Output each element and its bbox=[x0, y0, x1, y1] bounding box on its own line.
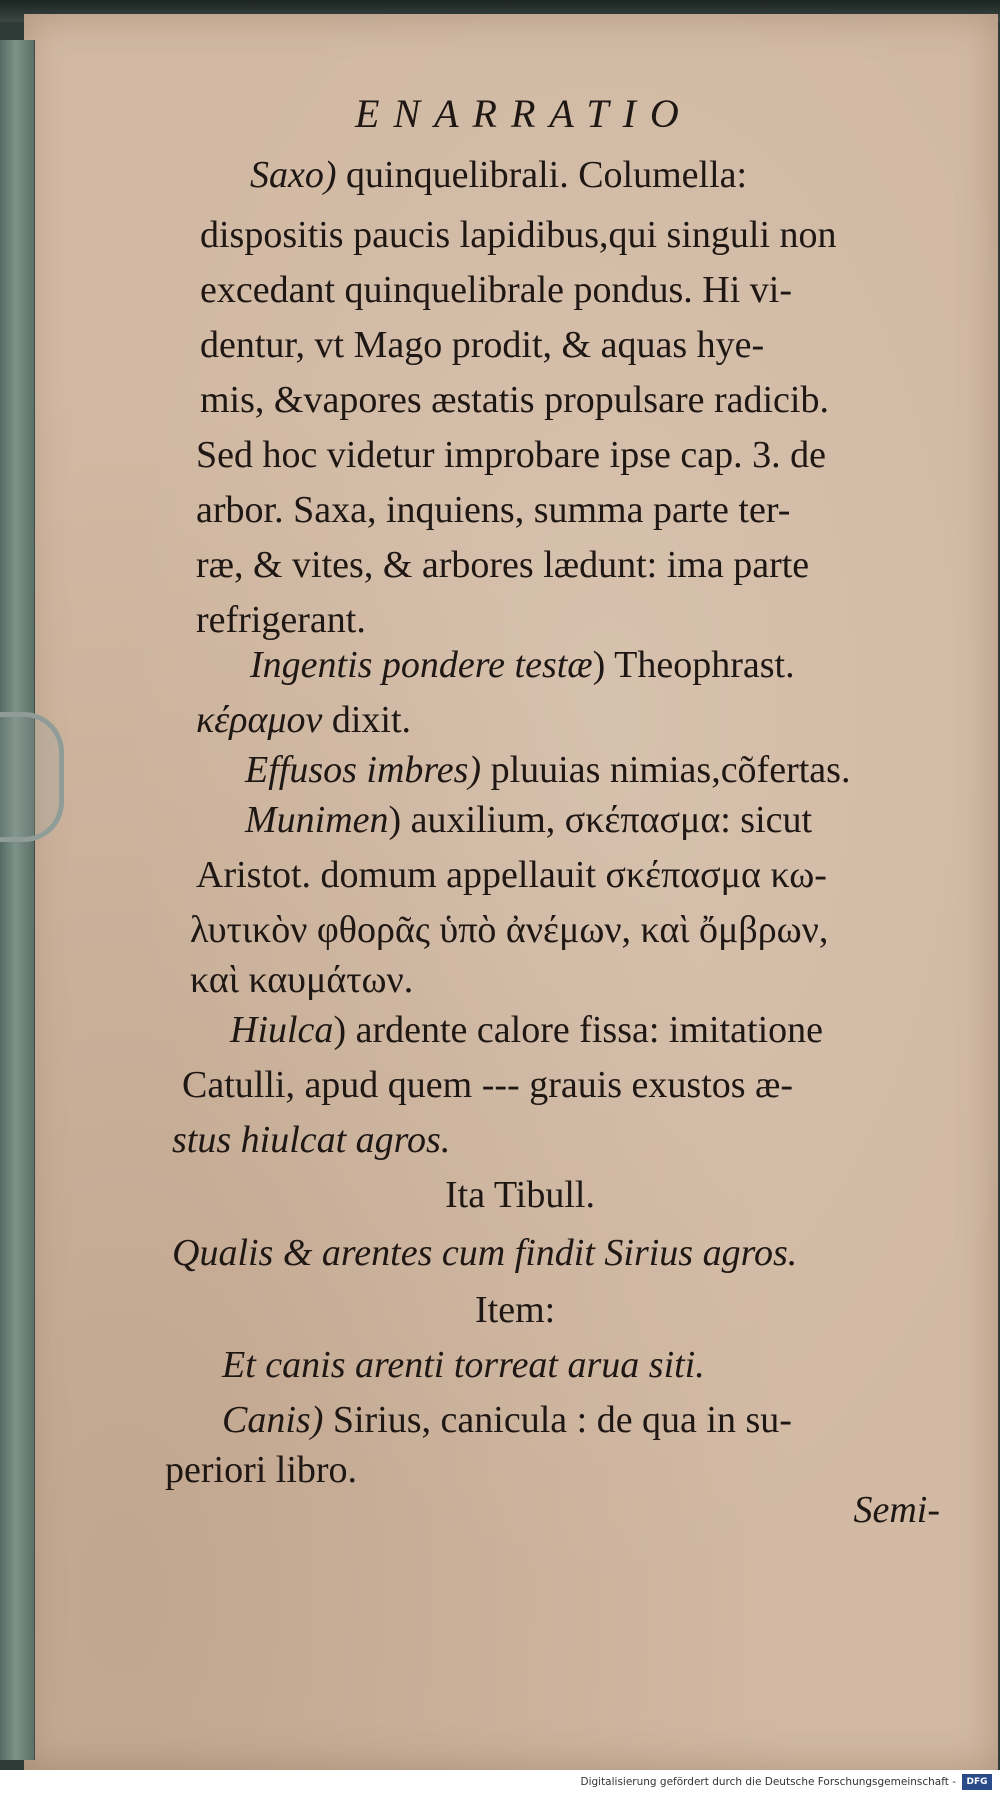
text-line bbox=[190, 905, 828, 955]
line-text: λυτικὸν φθορᾶς ὑπὸ ἀνέμων, καὶ ὄμβρων, bbox=[190, 909, 829, 951]
text-line bbox=[230, 1005, 823, 1055]
text-line bbox=[222, 1340, 705, 1390]
line-text: ) auxilium, σκέπασμα: sicut bbox=[388, 799, 813, 841]
running-head: ENARRATIO bbox=[355, 91, 693, 136]
lemma: Ingentis pondere testæ bbox=[250, 644, 593, 686]
line-text: periori libro. bbox=[165, 1449, 358, 1491]
text-line bbox=[222, 1395, 792, 1445]
lemma: Munimen bbox=[245, 799, 389, 841]
text-line bbox=[245, 745, 850, 795]
text-line bbox=[245, 795, 812, 845]
clasp-clip-icon bbox=[0, 712, 64, 842]
line-text: καὶ καυμάτων. bbox=[190, 959, 414, 1001]
line-text: Ita Tibull. bbox=[445, 1174, 595, 1216]
line-text: pluuias nimias,cõfertas. bbox=[481, 749, 851, 791]
text-line bbox=[172, 1115, 450, 1165]
text-line bbox=[196, 695, 411, 745]
line-text: arbor. Saxa, inquiens, summa parte ter- bbox=[196, 489, 791, 531]
line-text: excedant quinquelibrale pondus. Hi vi- bbox=[200, 269, 793, 311]
footer-credit: Digitalisierung gefördert durch die Deutsche Forschungsgemeinschaft - bbox=[580, 1776, 956, 1788]
book-binding-edge bbox=[0, 40, 35, 1760]
text-line bbox=[250, 150, 747, 200]
line-text: Qualis & arentes cum findit Sirius agros. bbox=[172, 1232, 798, 1274]
text-line bbox=[196, 485, 790, 535]
text-line bbox=[196, 850, 827, 900]
text-line bbox=[200, 375, 829, 425]
text-line bbox=[172, 1228, 797, 1278]
lemma: κέραμον bbox=[196, 699, 323, 741]
text-line bbox=[196, 540, 809, 590]
text-line bbox=[250, 640, 795, 690]
lemma: Effusos imbres) bbox=[245, 749, 482, 791]
line-text: Et canis arenti torreat arua siti. bbox=[222, 1344, 705, 1386]
line-text: Sed hoc videtur improbare ipse cap. 3. de bbox=[196, 434, 826, 476]
text-line bbox=[196, 595, 366, 645]
text-line bbox=[475, 1285, 555, 1335]
line-text: ) Theophrast. bbox=[592, 644, 795, 686]
line-text: Sirius, canicula : de qua in su- bbox=[323, 1399, 792, 1441]
line-text: ) ardente calore fissa: imitatione bbox=[333, 1009, 824, 1051]
text-line bbox=[196, 430, 826, 480]
lemma: Saxo) bbox=[250, 154, 337, 196]
line-text: dixit. bbox=[322, 699, 412, 741]
lemma: Canis) bbox=[222, 1399, 324, 1441]
line-text: Catulli, apud quem --- grauis exustos æ- bbox=[182, 1064, 794, 1106]
text-line bbox=[200, 210, 837, 260]
lemma: Hiulca bbox=[230, 1009, 334, 1051]
line-text: Aristot. domum appellauit σκέπασμα κω- bbox=[196, 854, 827, 896]
line-text: refrigerant. bbox=[196, 599, 366, 641]
catchword: Semi- bbox=[853, 1489, 940, 1531]
digitization-footer bbox=[0, 1770, 1000, 1796]
text-line bbox=[200, 320, 764, 370]
text-line bbox=[445, 1170, 595, 1220]
text-line bbox=[182, 1060, 793, 1110]
line-text: stus hiulcat agros. bbox=[172, 1119, 451, 1161]
line-text: dentur, vt Mago prodit, & aquas hye- bbox=[200, 324, 765, 366]
line-text: quinquelibrali. Columella: bbox=[336, 154, 748, 196]
text-line bbox=[200, 265, 792, 315]
text-line bbox=[190, 955, 413, 1005]
line-text: mis, &vapores æstatis propulsare radicib. bbox=[200, 379, 829, 421]
line-text: dispositis paucis lapidibus,qui singuli non bbox=[200, 214, 837, 256]
line-text: Item: bbox=[475, 1289, 556, 1331]
dfg-logo-icon: DFG bbox=[962, 1774, 992, 1790]
line-text: ræ, & vites, & arbores lædunt: ima parte bbox=[196, 544, 810, 586]
text-line bbox=[165, 1445, 357, 1495]
